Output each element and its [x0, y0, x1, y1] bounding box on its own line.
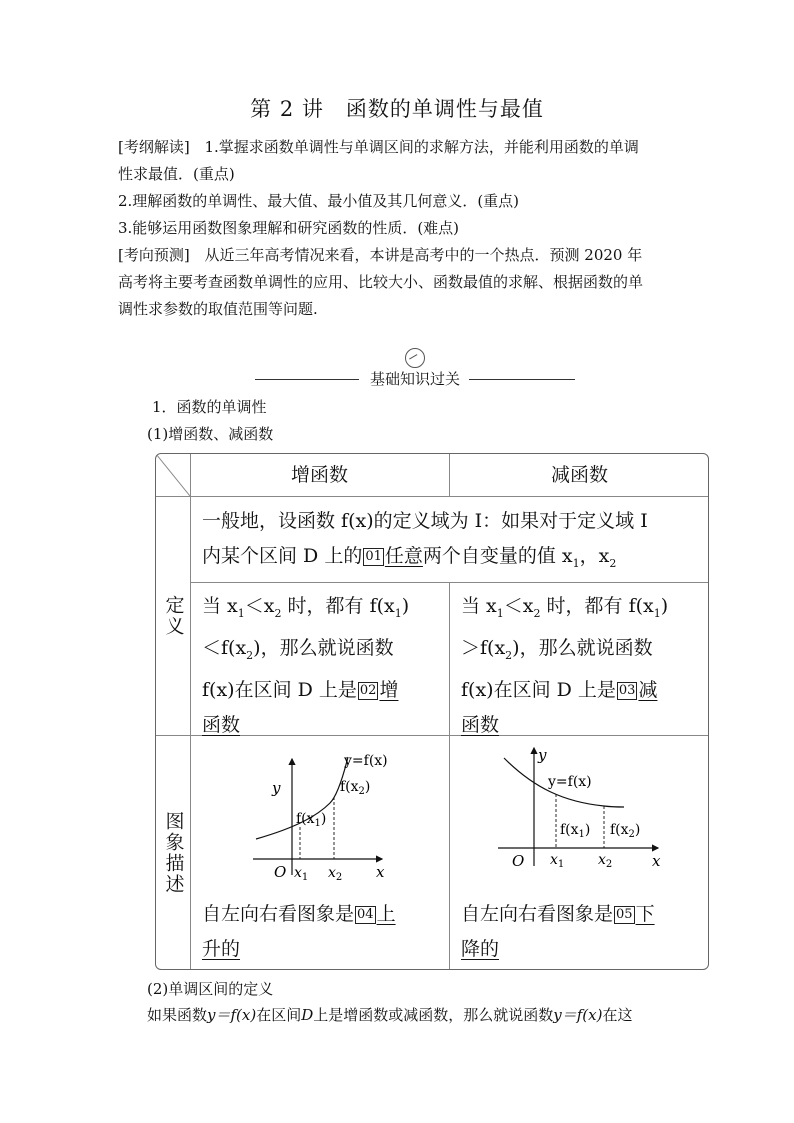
inc-line-1 [202, 589, 442, 631]
inc-text: ＜x [244, 595, 275, 617]
blank-fill-01: 任意 [384, 545, 423, 567]
fx2-close: ) [364, 779, 371, 795]
dec-text: ＜x [503, 595, 534, 617]
graph-desc-increasing [202, 897, 442, 967]
blank-02 [357, 679, 399, 701]
inc-text: f(x)在区间 D 上是 [202, 678, 357, 701]
table-rule [156, 496, 709, 497]
subscript-2: 2 [609, 556, 617, 570]
blank-number-02: 02 [359, 682, 377, 698]
x-axis-label: x [376, 863, 385, 881]
syllabus-item-3: 3.能够运用函数图象理解和研究函数的性质．(难点) [118, 219, 460, 237]
blank-01 [362, 545, 423, 567]
syllabus-item-1a: 1.掌握求函数单调性与单调区间的求解方法，并能利用函数的单调 [204, 138, 639, 156]
origin-label: O [274, 863, 287, 881]
forecast-text-c: 调性求参数的取值范围等问题. [118, 300, 318, 318]
closing-sentence [147, 1002, 707, 1029]
x2-label [598, 852, 612, 870]
closing-text-c: 上是增函数或减函数，那么就说函数 [313, 1006, 554, 1024]
increasing-function-graph [248, 747, 388, 882]
dec-text: 当 x [461, 595, 497, 617]
definition-common-line-1: 一般地，设函数 f(x)的定义域为 I：如果对于定义域 I [202, 510, 648, 532]
subscript-1: 1 [237, 606, 245, 620]
inc-line-3 [202, 673, 442, 708]
fx2-label [610, 822, 640, 840]
closing-text-d: 在这 [602, 1006, 633, 1024]
fx2-sub: 2 [628, 829, 635, 840]
fx1-label [296, 811, 326, 829]
fx2-close: ) [634, 822, 641, 838]
syllabus-tag: [考纲解读] [118, 138, 190, 156]
x1-text: x [550, 852, 558, 868]
x1-label [550, 852, 564, 870]
closing-func-2: y＝f(x) [553, 1006, 603, 1024]
y-axis-label: y [538, 746, 547, 764]
decreasing-function-graph [494, 740, 664, 870]
dec-text: 时，都有 f(x [540, 595, 654, 617]
graph-desc-decreasing [461, 897, 701, 967]
forecast-text-a: 从近三年高考情况来看，本讲是高考中的一个热点．预测 2020 年 [204, 246, 643, 264]
subsection-2: (2)单调区间的定义 [147, 980, 274, 998]
blank-number-03: 03 [618, 682, 636, 698]
section-divider [255, 346, 575, 390]
fx1-close: ) [584, 822, 591, 838]
inc-text: )，那么就说函数 [253, 636, 394, 659]
fx1-text: f(x [296, 811, 315, 827]
syllabus-line-1 [118, 134, 688, 161]
closing-interval: D [301, 1006, 314, 1024]
inc-line-4 [202, 708, 442, 743]
inc-line-2 [202, 631, 442, 673]
subscript-2: 2 [533, 606, 541, 620]
fx1-sub: 1 [314, 818, 321, 829]
x1-label [294, 865, 308, 882]
blank-fill-03b: 函数 [461, 713, 500, 736]
definition-increasing [202, 589, 442, 743]
forecast-tag: [考向预测] [118, 246, 190, 264]
origin-label: O [512, 852, 525, 870]
fx1-sub: 1 [578, 829, 585, 840]
monotonicity-table [155, 453, 709, 970]
fx1-close: ) [320, 811, 327, 827]
dec-line-1 [461, 589, 701, 631]
blank-03 [616, 679, 658, 701]
blank-number-04: 04 [357, 907, 374, 922]
corner-diagonal [156, 454, 190, 496]
definition-common-text-c: ，x [579, 545, 610, 567]
dec-text: ＞f(x [461, 636, 506, 659]
fx2-sub: 2 [358, 786, 365, 797]
x2-label [328, 865, 342, 882]
x2-sub: 2 [605, 859, 613, 870]
blank-fill-05b: 降的 [461, 938, 500, 960]
section-heading: 1．函数的单调性 [152, 398, 267, 416]
table-rule [449, 582, 450, 970]
fx1-label [560, 822, 590, 840]
forecast-text-b: 高考将主要考查函数单调性的应用、比较大小、函数最值的求解、根据函数的单 [118, 273, 644, 291]
subscript-1: 1 [496, 606, 504, 620]
x2-sub: 2 [335, 872, 343, 882]
dec-line-4 [461, 708, 701, 743]
inc-graph-text: 自左向右看图象是 [202, 903, 355, 925]
blank-05 [613, 903, 655, 925]
blank-fill-05a: 下 [635, 903, 655, 925]
subscript-2: 2 [274, 606, 282, 620]
blank-fill-03a: 减 [638, 678, 658, 701]
dec-text: )，那么就说函数 [512, 636, 653, 659]
definition-common-text-b: 两个自变量的值 x [422, 545, 573, 567]
definition-common-line-2 [202, 539, 702, 581]
dec-graph-text: 自左向右看图象是 [461, 903, 614, 925]
inc-text: ) [401, 595, 410, 617]
inc-text: 时，都有 f(x [281, 595, 395, 617]
fx1-text: f(x [560, 822, 579, 838]
page-title: 第 2 讲 函数的单调性与最值 [250, 97, 544, 121]
x1-sub: 1 [301, 872, 309, 882]
blank-number-01: 01 [365, 549, 382, 564]
syllabus-item-1b: 性求最值．(重点) [118, 165, 235, 183]
closing-text-b: 在区间 [256, 1006, 302, 1024]
header-increasing: 增函数 [290, 464, 348, 486]
row-label-graph-text: 图象描述 [162, 811, 185, 895]
curve-label: y=f(x) [548, 774, 592, 790]
divider-label: 基础知识过关 [369, 370, 460, 388]
dec-line-2 [461, 631, 701, 673]
row-label-definition-text: 定义 [162, 594, 185, 637]
dec-line-3 [461, 673, 701, 708]
x1-text: x [294, 865, 302, 881]
row-label-definition [156, 496, 190, 735]
curve-label: y=f(x) [344, 753, 388, 769]
fx2-text: f(x [340, 779, 359, 795]
syllabus-item-2: 2.理解函数的单调性、最大值、最小值及其几何意义．(重点) [118, 192, 520, 210]
header-decreasing: 减函数 [550, 464, 608, 486]
subscript-2: 2 [246, 648, 254, 662]
subscript-1: 1 [653, 606, 661, 620]
x2-text: x [328, 865, 336, 881]
pen-icon [405, 348, 425, 368]
subsection-1: (1)增函数、减函数 [147, 425, 274, 443]
inc-text: ＜f(x [202, 636, 247, 659]
blank-fill-02b: 函数 [202, 713, 241, 736]
blank-fill-04a: 上 [376, 903, 396, 925]
closing-text-a: 如果函数 [147, 1006, 208, 1024]
dec-graph-line-1 [461, 897, 701, 932]
forecast-line-1 [118, 242, 688, 269]
blank-fill-04b: 升的 [202, 938, 241, 960]
x2-text: x [598, 852, 606, 868]
definition-decreasing [461, 589, 701, 743]
inc-text: 当 x [202, 595, 238, 617]
dec-text: ) [660, 595, 669, 617]
blank-04 [354, 903, 396, 925]
closing-func: y＝f(x) [207, 1006, 257, 1024]
definition-common [202, 504, 702, 581]
blank-number-05: 05 [616, 907, 633, 922]
dec-text: f(x)在区间 D 上是 [461, 678, 616, 701]
blank-fill-02a: 增 [379, 678, 399, 701]
dec-graph-line-2 [461, 932, 701, 967]
subscript-1: 1 [394, 606, 402, 620]
row-label-graph [156, 735, 190, 970]
subscript-1: 1 [572, 556, 580, 570]
definition-common-text-a: 内某个区间 D 上的 [202, 545, 363, 567]
inc-graph-line-2 [202, 932, 442, 967]
x1-sub: 1 [557, 859, 565, 870]
fx2-label [340, 779, 370, 797]
x-axis-label: x [652, 852, 661, 870]
subscript-2: 2 [505, 648, 513, 662]
fx2-text: f(x [610, 822, 629, 838]
inc-graph-line-1 [202, 897, 442, 932]
y-axis-label: y [272, 779, 281, 797]
